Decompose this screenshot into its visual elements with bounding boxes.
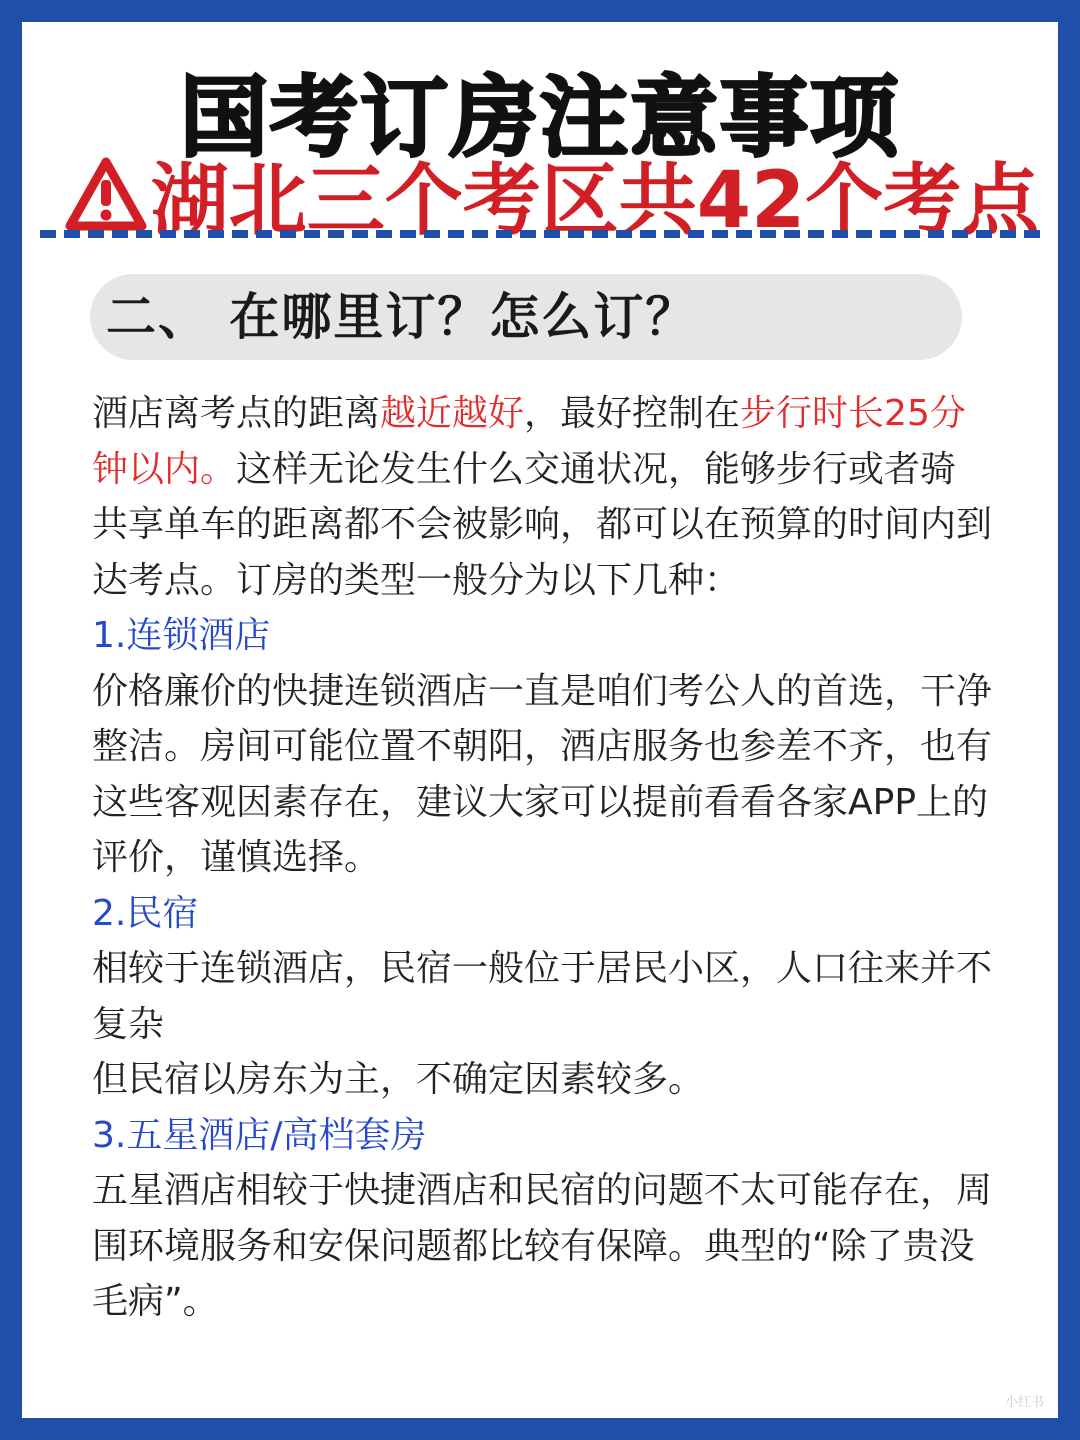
- type-text-chain-hotel: 价格廉价的快捷连锁酒店一直是咱们考公人的首选，干净整洁。房间可能位置不朝阳，酒店服务也参差不齐，也有这些客观因素存在，建议大家可以提前看看各家APP上的评价，谨慎选择。: [92, 670, 993, 878]
- type-text-five-star: 五星酒店相较于快捷酒店和民宿的问题不太可能存在，周围环境服务和安保问题都比较有保障。典型的“除了贵没毛病”。: [92, 1170, 993, 1322]
- article-body: [92, 386, 992, 1330]
- intro-text-1: 酒店离考点的距离: [92, 393, 381, 434]
- type-heading-homestay: 2.民宿: [92, 892, 199, 934]
- page-title: 国考订房注意事项: [179, 66, 900, 169]
- type-text-homestay-1: 相较于连锁酒店，民宿一般位于居民小区，人口往来并不复杂: [92, 948, 993, 1045]
- poster-card: [22, 22, 1058, 1418]
- type-heading-five-star: 3.五星酒店/高档套房: [92, 1114, 427, 1156]
- intro-text-3: 这样无论发生什么交通状况，能够步行或者骑共享单车的距离都不会被影响，都可以在预算的时间内到达考点。订房的类型一般分为以下几种：: [92, 448, 993, 601]
- type-heading-chain-hotel: 1.连锁酒店: [92, 615, 271, 656]
- subtitle-row: [46, 144, 1058, 244]
- warning-triangle-icon: [65, 156, 147, 232]
- section-title: 二、 在哪里订？怎么订？: [106, 288, 698, 346]
- subtitle-text: 湖北三个考区共42个考点: [150, 156, 1040, 246]
- highlight-closer-better: 越近越好: [380, 393, 525, 434]
- type-text-homestay-2: 但民宿以房东为主，不确定因素较多。: [92, 1059, 705, 1100]
- watermark: 小红书: [1004, 1395, 1044, 1410]
- intro-paragraph: [92, 386, 992, 608]
- intro-text-2: ，最好控制在: [524, 393, 741, 434]
- dashed-divider: [40, 230, 1040, 238]
- highlight-walk-time: 步行时长25分钟以内。: [92, 393, 966, 490]
